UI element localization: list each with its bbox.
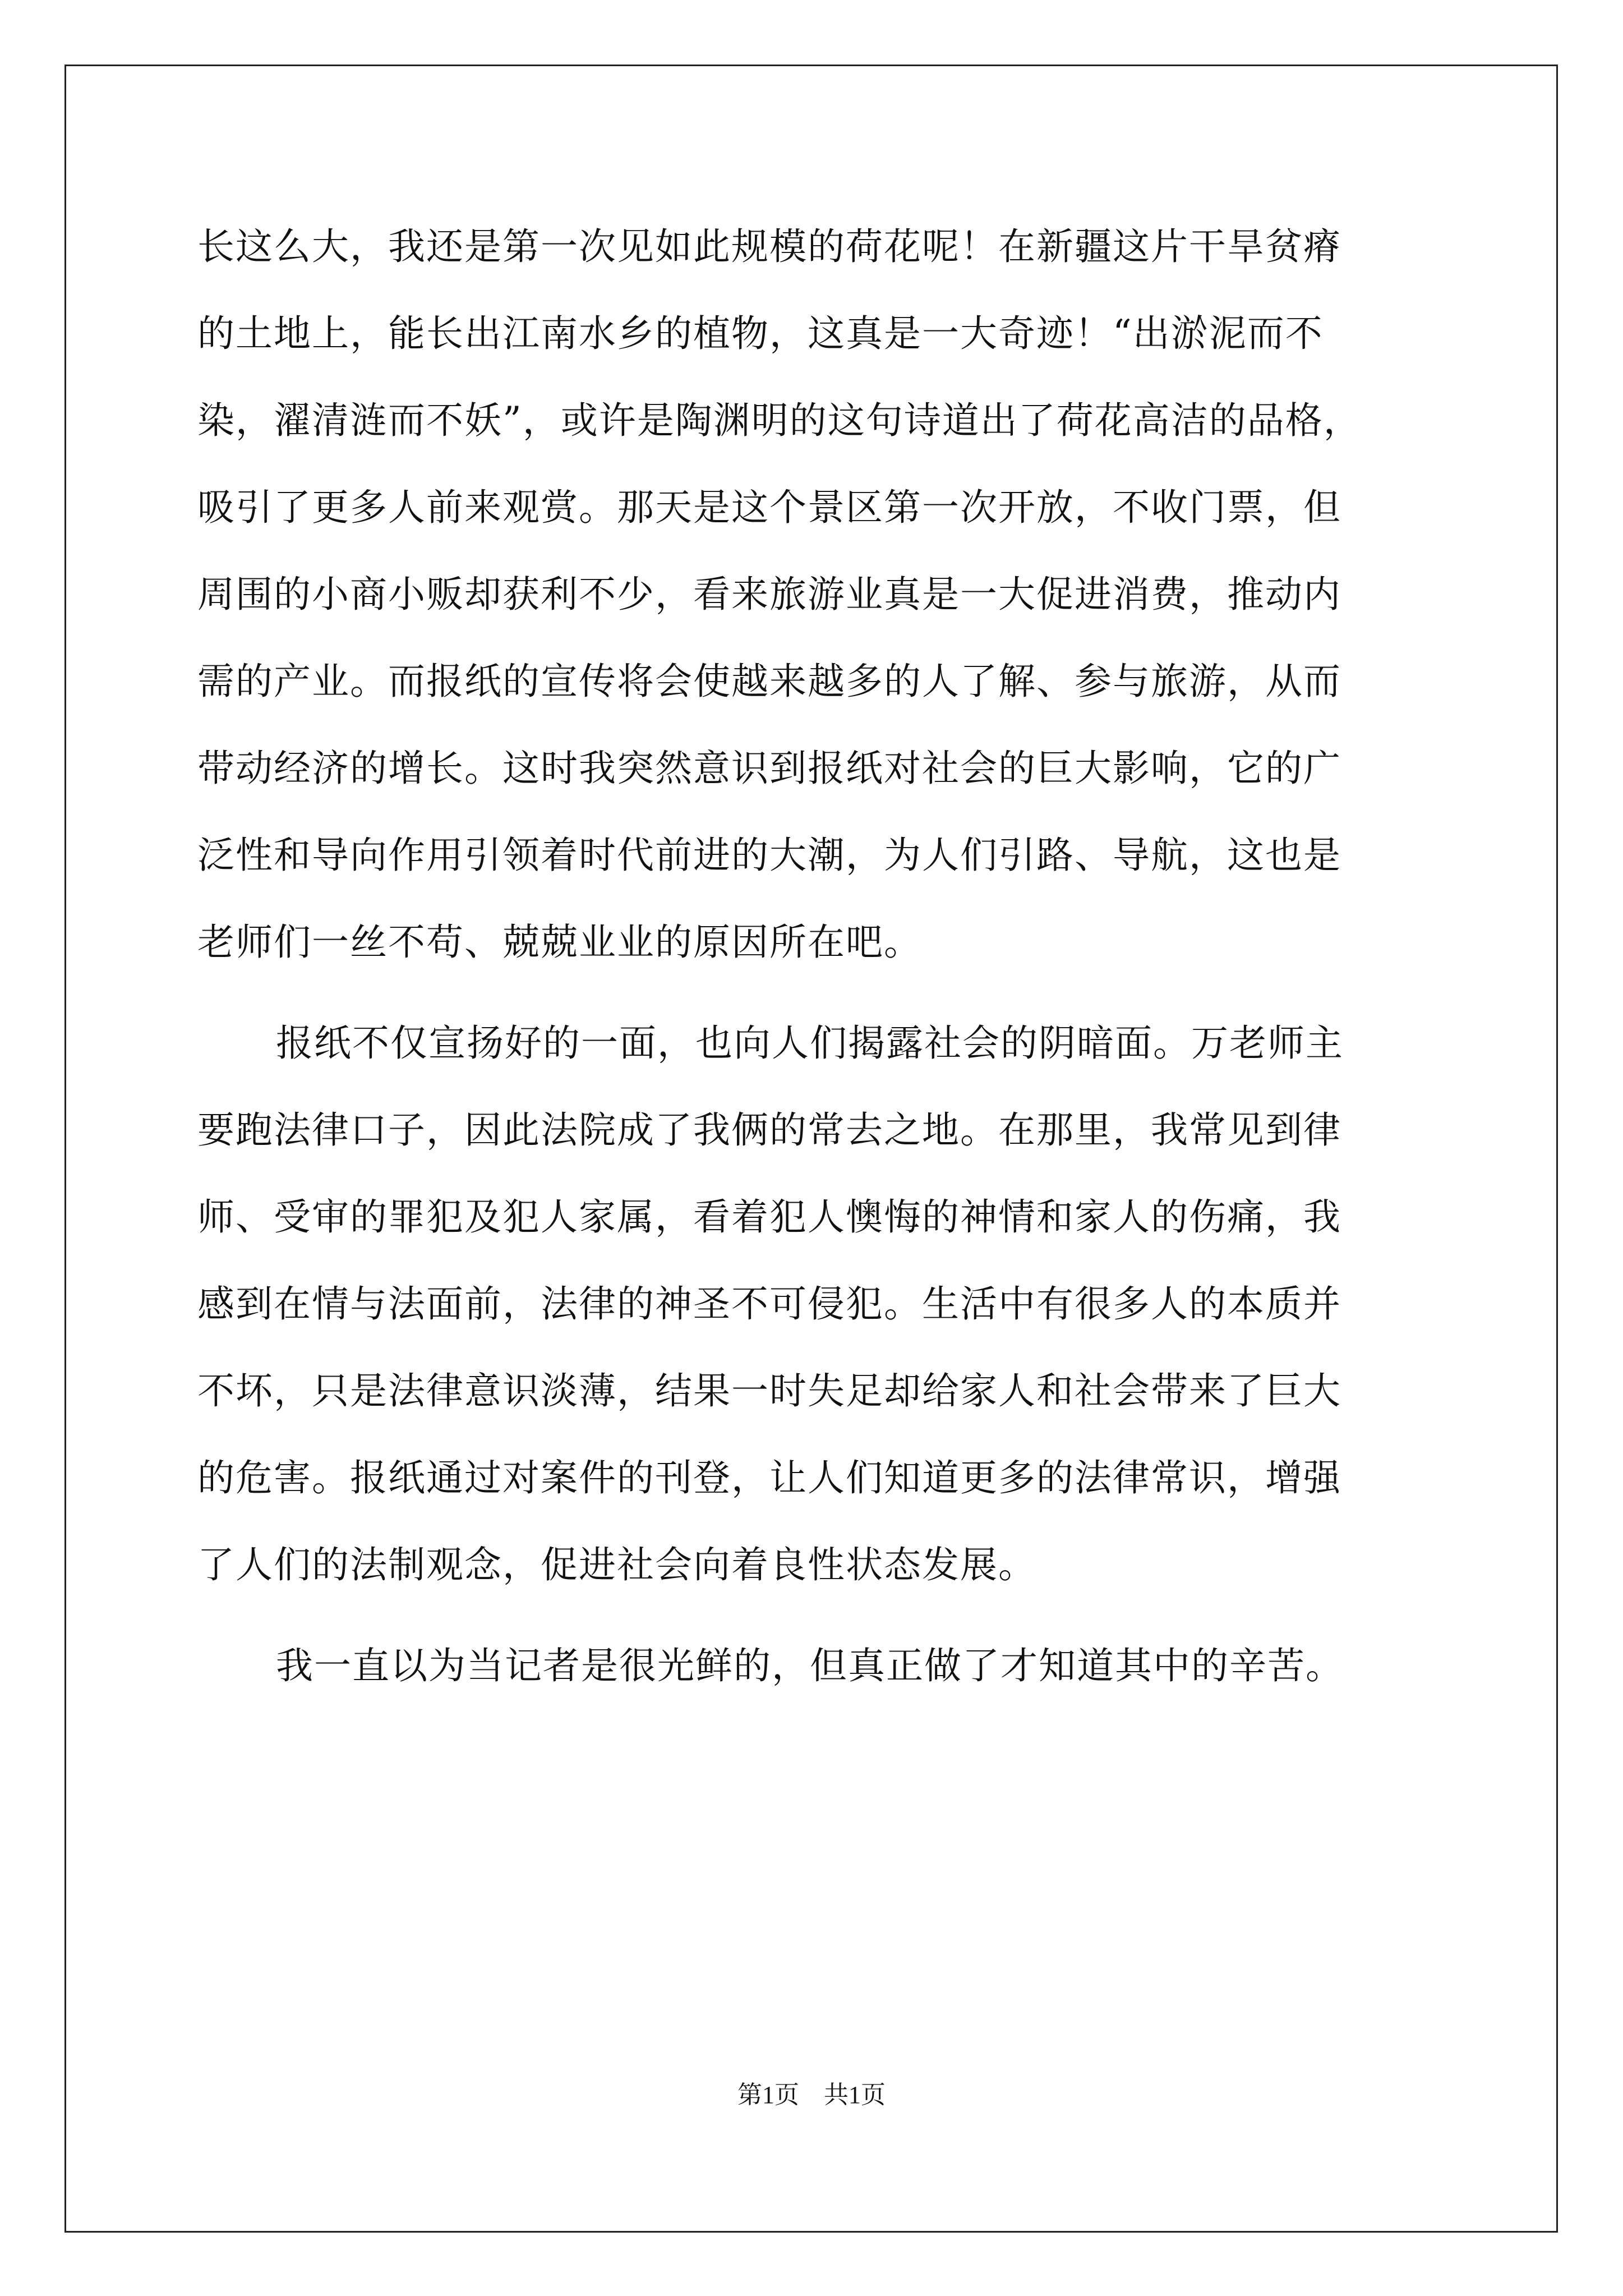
text-line: 周围的小商小贩却获利不少，看来旅游业真是一大促进消费，推动内 bbox=[197, 573, 1341, 616]
paragraph-3 bbox=[197, 1638, 1431, 1725]
text-line: 报纸不仅宣扬好的一面，也向人们揭露社会的阴暗面。万老师主 bbox=[276, 1022, 1344, 1065]
text-line: 染，濯清涟而不妖”，或许是陶渊明的这句诗道出了荷花高洁的品格， bbox=[197, 399, 1362, 442]
text-line: 师、受审的罪犯及犯人家属，看着犯人懊悔的神情和家人的伤痛，我 bbox=[197, 1195, 1341, 1239]
text-line: 泛性和导向作用引领着时代前进的大潮，为人们引路、导航，这也是 bbox=[197, 834, 1341, 877]
text-line: 我一直以为当记者是很光鲜的，但真正做了才知道其中的辛苦。 bbox=[276, 1644, 1344, 1687]
page-number-footer: 第1页 共1页 bbox=[737, 2081, 886, 2109]
text-line: 要跑法律口子，因此法院成了我俩的常去之地。在那里，我常见到律 bbox=[197, 1108, 1341, 1152]
text-line: 吸引了更多人前来观赏。那天是这个景区第一次开放，不收门票，但 bbox=[197, 486, 1341, 529]
text-line: 带动经济的增长。这时我突然意识到报纸对社会的巨大影响，它的广 bbox=[197, 747, 1341, 790]
text-line: 老师们一丝不苟、兢兢业业的原因所在吧。 bbox=[197, 921, 922, 964]
document-body bbox=[197, 219, 1431, 1725]
text-line: 的危害。报纸通过对案件的刊登，让人们知道更多的法律常识，增强 bbox=[197, 1456, 1341, 1499]
paragraph-1 bbox=[197, 219, 1431, 1001]
text-line: 了人们的法制观念，促进社会向着良性状态发展。 bbox=[197, 1543, 1036, 1586]
text-line: 不坏，只是法律意识淡薄，结果一时失足却给家人和社会带来了巨大 bbox=[197, 1369, 1341, 1412]
text-line: 需的产业。而报纸的宣传将会使越来越多的人了解、参与旅游，从而 bbox=[197, 660, 1341, 703]
paragraph-2 bbox=[197, 1015, 1431, 1624]
text-line: 长这么大，我还是第一次见如此规模的荷花呢！在新疆这片干旱贫瘠 bbox=[197, 225, 1341, 268]
text-line: 的土地上，能长出江南水乡的植物，这真是一大奇迹！“出淤泥而不 bbox=[197, 312, 1324, 355]
text-line: 感到在情与法面前，法律的神圣不可侵犯。生活中有很多人的本质并 bbox=[197, 1282, 1341, 1326]
